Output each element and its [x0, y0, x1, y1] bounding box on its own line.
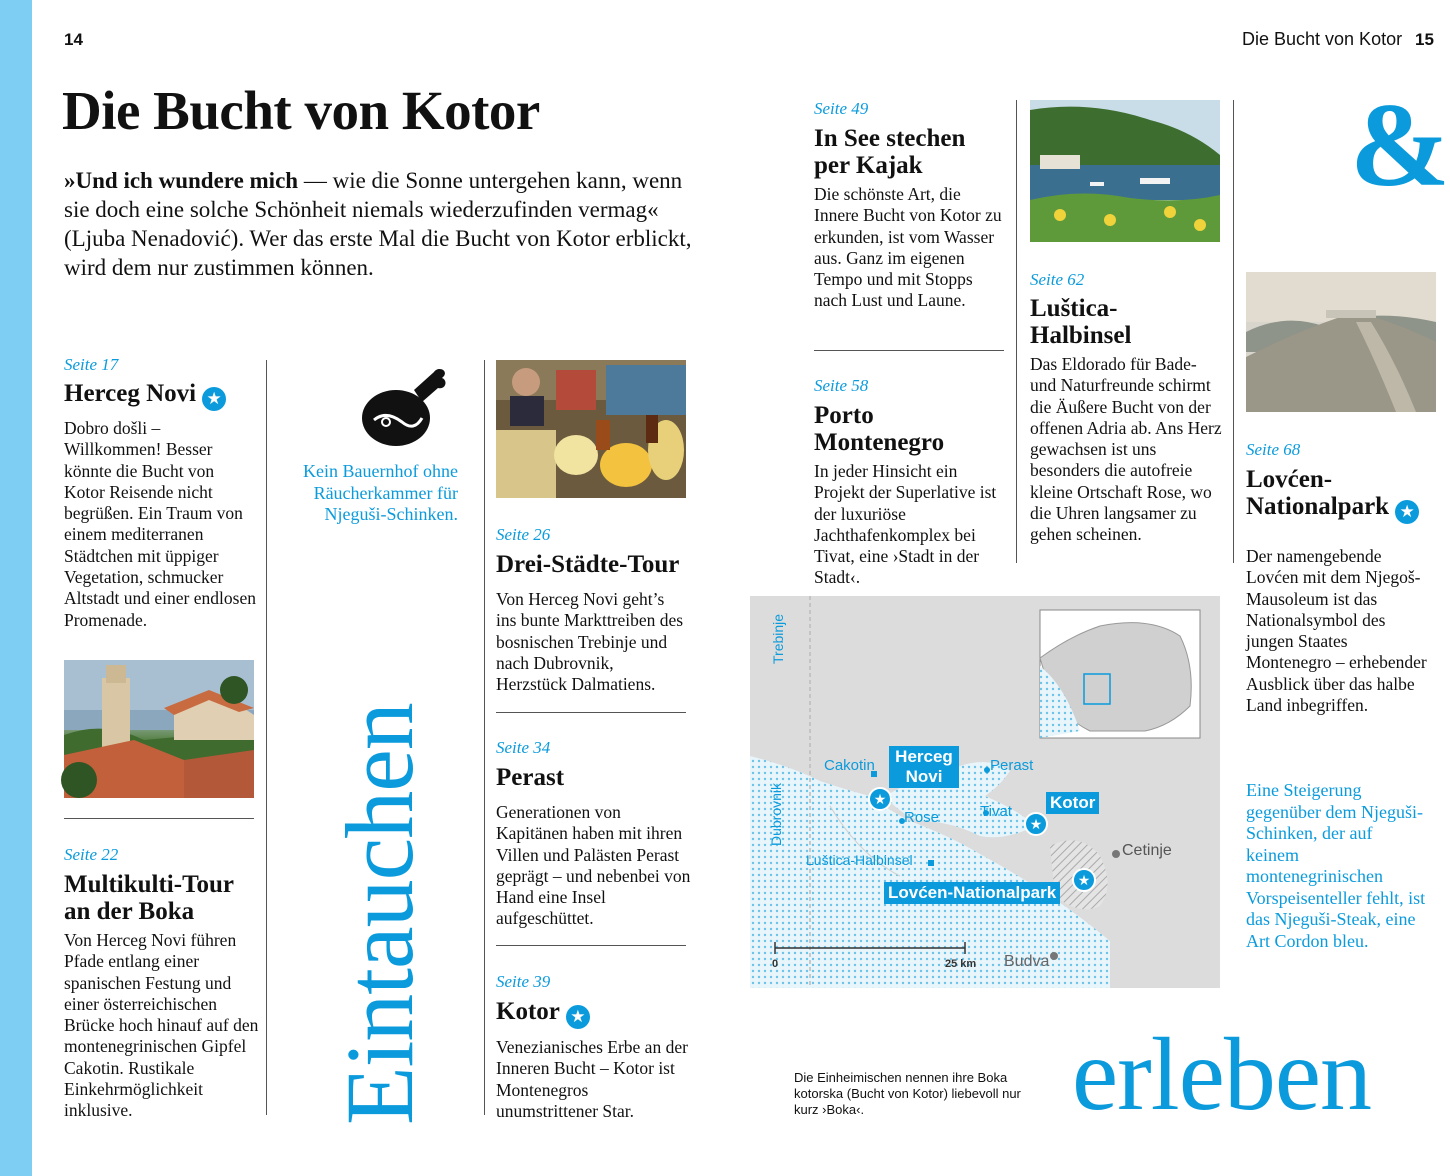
lovcen-photo [1246, 272, 1436, 412]
erleben-heading: erleben [1072, 1017, 1372, 1132]
kotor-page-ref: Seite 39 [496, 972, 551, 991]
column-divider [266, 360, 267, 1115]
intro-lead: »Und ich wundere mich [64, 168, 299, 193]
divider [496, 945, 686, 946]
herceg-novi-illustration [64, 660, 254, 798]
porto-page-ref: Seite 58 [814, 376, 869, 395]
column-divider [484, 360, 485, 1115]
svg-text:★: ★ [1029, 817, 1043, 833]
kajak-page-ref: Seite 49 [814, 99, 869, 118]
divider [814, 350, 1004, 351]
map-label-herceg-novi: Herceg Novi [889, 746, 959, 788]
herceg-page-ref: Seite 17 [64, 355, 119, 374]
market-photo [496, 360, 686, 498]
kotor-title-text: Kotor [496, 998, 560, 1025]
map-label-perast: Perast [990, 757, 1034, 774]
ham-caption: Kein Bauernhof ohne Räucherkammer für Njeguši-Schinken. [303, 461, 458, 524]
intro-paragraph [64, 166, 704, 282]
perast-page-ref: Seite 34 [496, 738, 551, 757]
map-label-budva: Budva [1004, 953, 1050, 970]
lustica-page-ref: Seite 62 [1030, 270, 1085, 289]
dreistaedte-page-ref: Seite 26 [496, 525, 551, 544]
kotor-title [496, 998, 696, 1029]
lovcen-title-text: Lovćen-Nationalpark [1246, 466, 1390, 520]
eintauchen-heading: Eintauchen [326, 703, 433, 1125]
lovcen-page-ref: Seite 68 [1246, 440, 1301, 459]
bay-map [750, 596, 1220, 988]
herceg-text: Dobro došli – Willkommen! Besser könnte die Bucht von Kotor Reisende nicht begrüßen. Ein Traum von einem mediterranen Städtchen mit üppiger Vegetation, schmucker Altstadt und einer endlosen Promenade. [64, 418, 256, 630]
map-label-lustica: Luštica-Halbinsel [806, 852, 913, 868]
map-label-lovcen: Lovćen-Nationalpark [884, 882, 1060, 904]
perast-title: Perast [496, 764, 565, 791]
map-label-cetinje: Cetinje [1122, 842, 1172, 859]
map-label-cakotin: Cakotin [824, 757, 875, 774]
market-illustration [496, 360, 686, 498]
herceg-title-text: Herceg Novi [64, 380, 197, 407]
page-number-right: 15 [1415, 30, 1434, 49]
star-icon: ★ [566, 1005, 590, 1029]
divider [64, 818, 254, 819]
map-scale-end: 25 km [945, 958, 977, 970]
page-edge-bar [0, 0, 32, 1176]
ampersand-heading: & [1350, 78, 1450, 211]
page-title: Die Bucht von Kotor [62, 80, 540, 141]
perast-text: Generationen von Kapitänen haben mit ihren Villen und Palästen Perast geprägt – und nebenbei von Hand eine Insel aufgeschüttet. [496, 802, 691, 929]
divider [496, 712, 686, 713]
multikulti-text: Von Herceg Novi führen Pfade entlang einer spanischen Festung und einer österreichischen Brücke hoch hinauf auf den montenegrinischen Gipfel Cakotin. Rustikale Einkehrmöglichkeit inklusive. [64, 930, 259, 1121]
lovcen-illustration [1246, 272, 1436, 412]
porto-text: In jeder Hinsicht ein Projekt der Superlative ist der luxuriöse Jachthafenkomplex bei Tivat, eine ›Stadt in der Stadt‹. [814, 461, 997, 588]
intro-rest: — wie die Sonne untergehen kann, wenn sie doch eine solche Schönheit niemals wiederzufinden vermag« (Ljuba Nenadović). Wer das erste Mal die Bucht von Kotor erblickt, wird dem nur zustimmen können. [64, 168, 692, 280]
star-icon: ★ [1395, 500, 1419, 524]
herceg-title [64, 380, 264, 411]
boka-note: Die Einheimischen nennen ihre Boka kotorska (Bucht von Kotor) liebevoll nur kurz ›Boka‹. [794, 1070, 1021, 1117]
star-icon: ★ [202, 387, 226, 411]
kajak-title: In See stechen per Kajak [814, 125, 966, 179]
multikulti-page-ref: Seite 22 [64, 845, 119, 864]
column-divider [1233, 100, 1234, 563]
page-number-left: 14 [64, 30, 83, 49]
lustica-title: Luštica-Halbinsel [1030, 295, 1132, 349]
map-illustration [750, 596, 1220, 988]
map-label-dubrovnik: Dubrovnik [768, 782, 784, 846]
map-label-kotor: Kotor [1046, 792, 1099, 814]
dreistaedte-title: Drei-Städte-Tour [496, 551, 680, 578]
map-label-rose: Rose [904, 809, 940, 826]
lustica-photo [1030, 100, 1220, 242]
svg-text:★: ★ [873, 792, 887, 808]
kotor-text: Venezianisches Erbe an der Inneren Bucht – Kotor ist Montenegros unumstrittener Star. [496, 1037, 688, 1121]
lustica-illustration [1030, 100, 1220, 242]
dreistaedte-text: Von Herceg Novi geht’s ins bunte Markttreiben des bosnischen Trebinje und nach Dubrovnik, Herzstück Dalmatiens. [496, 589, 684, 695]
lustica-text: Das Eldorado für Bade- und Naturfreunde schirmt die Äußere Bucht von der offenen Adria ab. Ans Herz gewachsen ist uns besonders die autofreie kleine Ortschaft Rose, wo die Uhren langsamer zu gehen scheinen. [1030, 354, 1222, 545]
porto-title: Porto Montenegro [814, 402, 945, 456]
running-head: Die Bucht von Kotor [1242, 29, 1403, 49]
map-label-trebinje: Trebinje [770, 613, 786, 664]
column-divider [1016, 100, 1017, 563]
lovcen-text: Der namengebende Lovćen mit dem Njegoš-Mausoleum ist das Nationalsymbol des jungen Staates Montenegro – erhebender Ausblick über das halbe Land inbegriffen. [1246, 546, 1427, 716]
map-label-tivat: Tivat [980, 803, 1012, 820]
ham-icon [356, 360, 452, 450]
multikulti-title: Multikulti-Tour an der Boka [64, 871, 234, 925]
svg-text:★: ★ [1077, 873, 1091, 889]
herceg-novi-photo [64, 660, 254, 798]
kajak-text: Die schönste Art, die Innere Bucht von Kotor zu erkunden, ist vom Wasser aus. Ganz im eigenen Tempo und mit Stopps nach Lust und Laune. [814, 184, 1002, 311]
map-scale-start: 0 [772, 958, 779, 970]
lovcen-title [1246, 466, 1436, 524]
steak-caption: Eine Steigerung gegenüber dem Njeguši-Schinken, der auf keinem montenegrinischen Vorspeisenteller fehlt, ist das Njeguši-Steak, eine Art Cordon bleu. [1246, 780, 1426, 951]
